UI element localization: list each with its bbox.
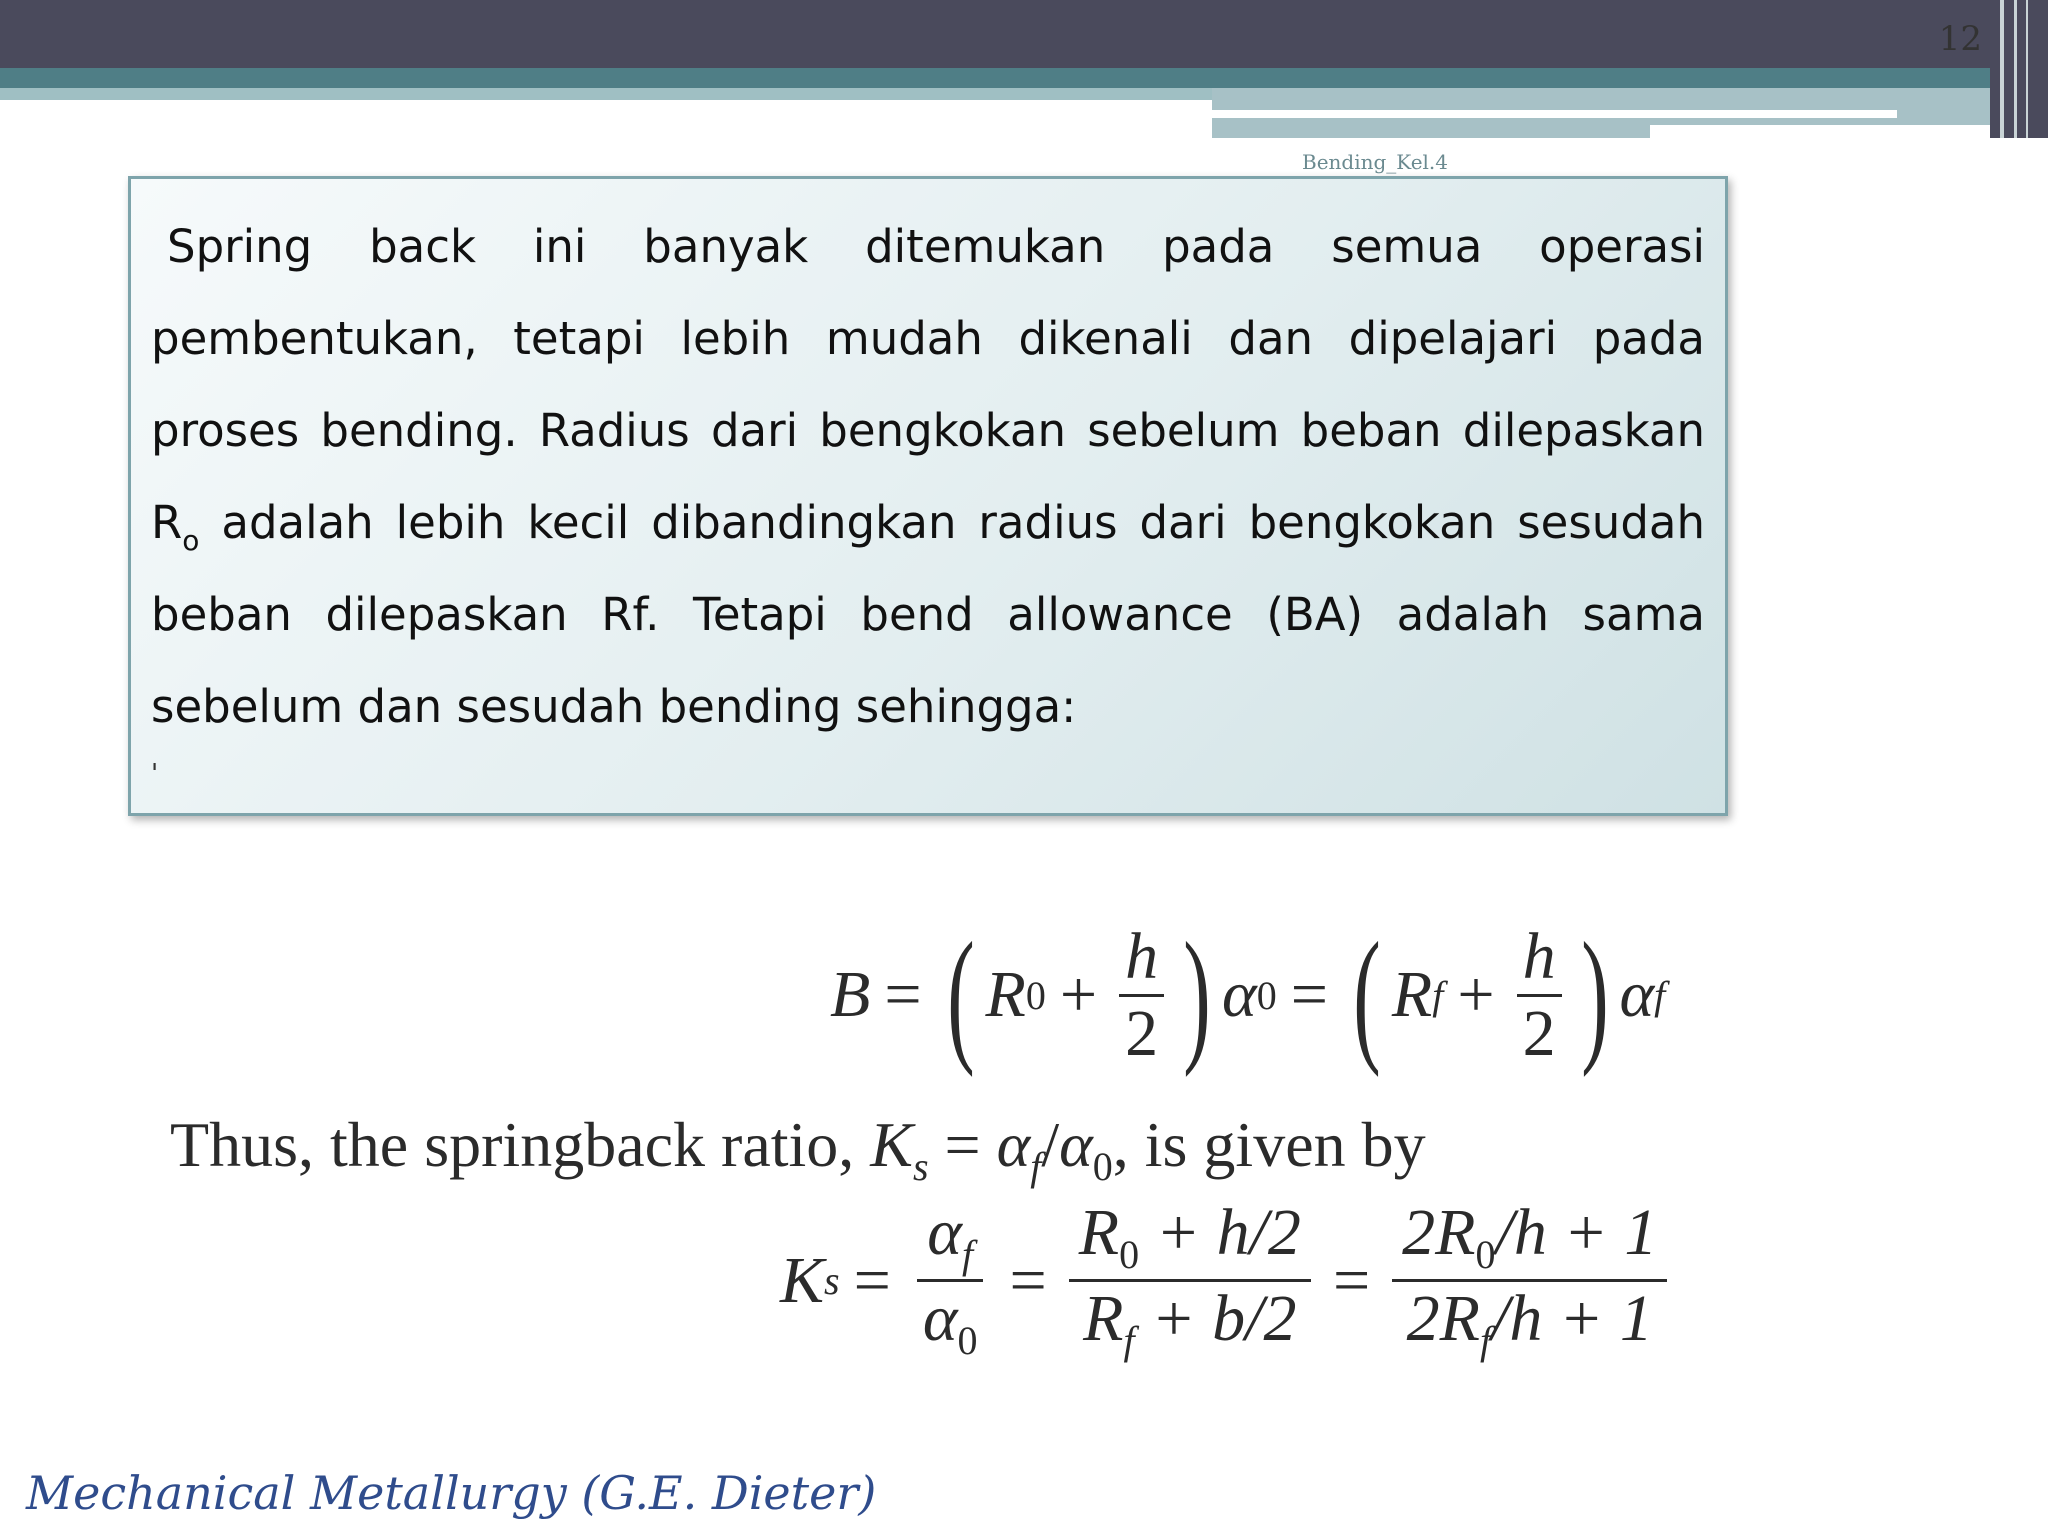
header-stripe xyxy=(2014,0,2017,138)
header-label: Bending_Kel.4 xyxy=(1302,150,1449,174)
eq-subscript: 0 xyxy=(957,1318,978,1363)
eq-term: /h + 1 xyxy=(1495,1196,1658,1269)
eq-subscript: f xyxy=(961,1232,974,1277)
eq-symbol: α xyxy=(1222,958,1257,1031)
right-paren: ) xyxy=(1580,912,1609,1078)
formula-figure xyxy=(130,900,1790,1420)
sentence-text: , is given by xyxy=(1112,1109,1426,1180)
header-accent-band xyxy=(0,68,1990,88)
fraction-denominator xyxy=(1397,1282,1663,1361)
fraction xyxy=(1392,1196,1667,1363)
paragraph-part: Spring back ini banyak ditemukan pada semua operasi pembentukan, tetapi lebih mudah dikenali dan dipelajari pada proses bending. Radius dari bengkokan sebelum beban dilepaskan R xyxy=(151,220,1705,549)
eq-symbol: K xyxy=(780,1243,825,1317)
springback-sentence xyxy=(170,1108,1426,1190)
eq-subscript: 0 xyxy=(1256,972,1277,1018)
eq-operator: + xyxy=(1457,958,1495,1031)
stray-mark: ' xyxy=(151,759,159,789)
sentence-text: / xyxy=(1041,1109,1060,1180)
body-paragraph xyxy=(151,201,1705,753)
eq-symbol: 2R xyxy=(1402,1196,1476,1269)
eq-term: + b/2 xyxy=(1134,1282,1297,1355)
header-stripe xyxy=(2026,0,2028,138)
eq-subscript: 0 xyxy=(1025,972,1046,1018)
eq-subscript: f xyxy=(1123,1318,1135,1363)
left-paren: ( xyxy=(1353,912,1381,1078)
right-paren: ) xyxy=(1183,912,1211,1078)
eq-subscript: 0 xyxy=(1092,1144,1113,1189)
eq-symbol: α xyxy=(922,1282,958,1355)
eq-symbol: K xyxy=(870,1109,913,1180)
eq-subscript: s xyxy=(912,1144,929,1189)
left-paren: ( xyxy=(946,912,975,1078)
eq-term: + h/2 xyxy=(1139,1196,1301,1269)
fraction-numerator xyxy=(1069,1196,1311,1282)
fraction xyxy=(1069,1196,1311,1363)
eq-operator: = xyxy=(884,958,922,1031)
paragraph-subscript: o xyxy=(182,524,200,557)
fraction-numerator xyxy=(917,1196,983,1282)
header-right-block xyxy=(1990,0,2048,138)
eq-subscript: 0 xyxy=(1475,1232,1496,1277)
eq-operator: = xyxy=(1290,958,1328,1031)
eq-symbol: R xyxy=(985,958,1026,1031)
header-bar xyxy=(0,0,1990,68)
eq-symbol: R xyxy=(1083,1282,1124,1355)
eq-subscript: 0 xyxy=(1119,1232,1140,1277)
header-tab-cut xyxy=(1650,125,1990,138)
eq-symbol: α xyxy=(1059,1109,1093,1180)
eq-operator: = xyxy=(1332,1243,1371,1317)
fraction xyxy=(913,1196,988,1363)
paragraph-part: adalah lebih kecil dibandingkan radius dari bengkokan sesudah beban dilepaskan Rf. Tetapi bend allowance (BA) adalah sama sebelum dan sesudah bending sehingga: xyxy=(151,496,1705,733)
eq-subscript: f xyxy=(1654,972,1666,1018)
eq-symbol: α xyxy=(996,1109,1031,1180)
eq-operator: = xyxy=(1009,1243,1047,1317)
fraction xyxy=(1517,919,1562,1070)
eq-symbol: R xyxy=(1391,958,1433,1031)
bend-allowance-equation xyxy=(830,912,1666,1078)
source-citation: Mechanical Metallurgy (G.E. Dieter) xyxy=(26,1466,877,1520)
header-stripe xyxy=(2000,0,2004,138)
fraction-numerator xyxy=(1392,1196,1667,1282)
fraction-denominator xyxy=(913,1282,988,1361)
eq-operator: + xyxy=(1059,958,1098,1031)
eq-term: /h + 1 xyxy=(1491,1282,1653,1355)
fraction xyxy=(1119,919,1164,1070)
springback-ratio-equation xyxy=(780,1196,1675,1363)
eq-symbol: 2R xyxy=(1406,1282,1480,1355)
eq-subscript: f xyxy=(1030,1144,1042,1189)
sentence-text: = xyxy=(928,1109,997,1180)
sentence-text: Thus, the springback ratio, xyxy=(170,1109,871,1180)
header-light-band xyxy=(0,88,1212,100)
eq-subscript: f xyxy=(1479,1318,1492,1363)
content-text-box xyxy=(128,176,1728,816)
fraction-numerator: h xyxy=(1517,924,1562,997)
fraction-denominator: 2 xyxy=(1522,996,1556,1070)
eq-subscript: s xyxy=(824,1258,840,1303)
eq-subscript: f xyxy=(1432,972,1444,1018)
fraction-denominator: 2 xyxy=(1125,996,1159,1070)
header-tab-line xyxy=(1212,110,1897,118)
eq-operator: = xyxy=(853,1243,891,1317)
fraction-denominator xyxy=(1073,1282,1306,1361)
eq-symbol: α xyxy=(927,1196,962,1269)
slide-number: 12 xyxy=(1938,19,1982,59)
eq-symbol: α xyxy=(1619,958,1655,1031)
eq-symbol: B xyxy=(830,958,871,1031)
fraction-numerator: h xyxy=(1119,924,1164,997)
eq-symbol: R xyxy=(1078,1196,1120,1269)
